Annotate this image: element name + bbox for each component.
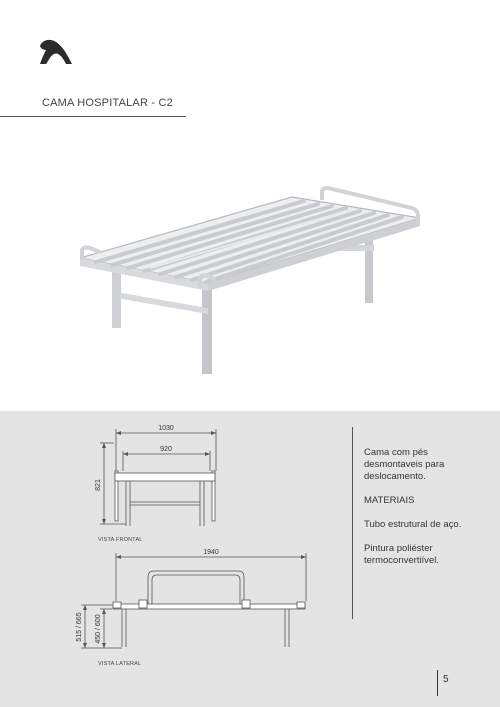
material-item-1: Tubo estrutural de aço.	[364, 519, 462, 530]
technical-panel	[0, 411, 500, 707]
dim-front-height: 821	[95, 479, 102, 491]
bed-product-image	[60, 170, 440, 380]
page-number: 5	[443, 674, 449, 685]
dim-side-height-range: 515 / 665	[76, 612, 83, 642]
product-description: Cama com pés desmontaveis para deslocamento.	[364, 447, 445, 482]
material-item-2: Pintura poliéster termoconvertiível.	[364, 543, 439, 566]
front-view-label: VISTA FRONTAL	[98, 537, 143, 543]
dim-front-width-total: 1030	[158, 425, 174, 432]
page-title: CAMA HOSPITALAR - C2	[42, 97, 173, 109]
title-underline	[0, 116, 186, 117]
technical-drawings	[0, 411, 340, 707]
product-notes	[364, 447, 489, 579]
materials-heading: MATERIAIS	[364, 495, 415, 506]
side-view-label: VISTA LATERAL	[98, 661, 142, 667]
notes-divider	[352, 427, 353, 619]
dim-front-width-inner: 920	[160, 446, 172, 453]
brand-logo	[38, 38, 74, 66]
dim-side-seat-range: 450 / 600	[95, 614, 102, 644]
page-number-rule	[437, 670, 438, 696]
dim-side-length: 1940	[203, 549, 219, 556]
